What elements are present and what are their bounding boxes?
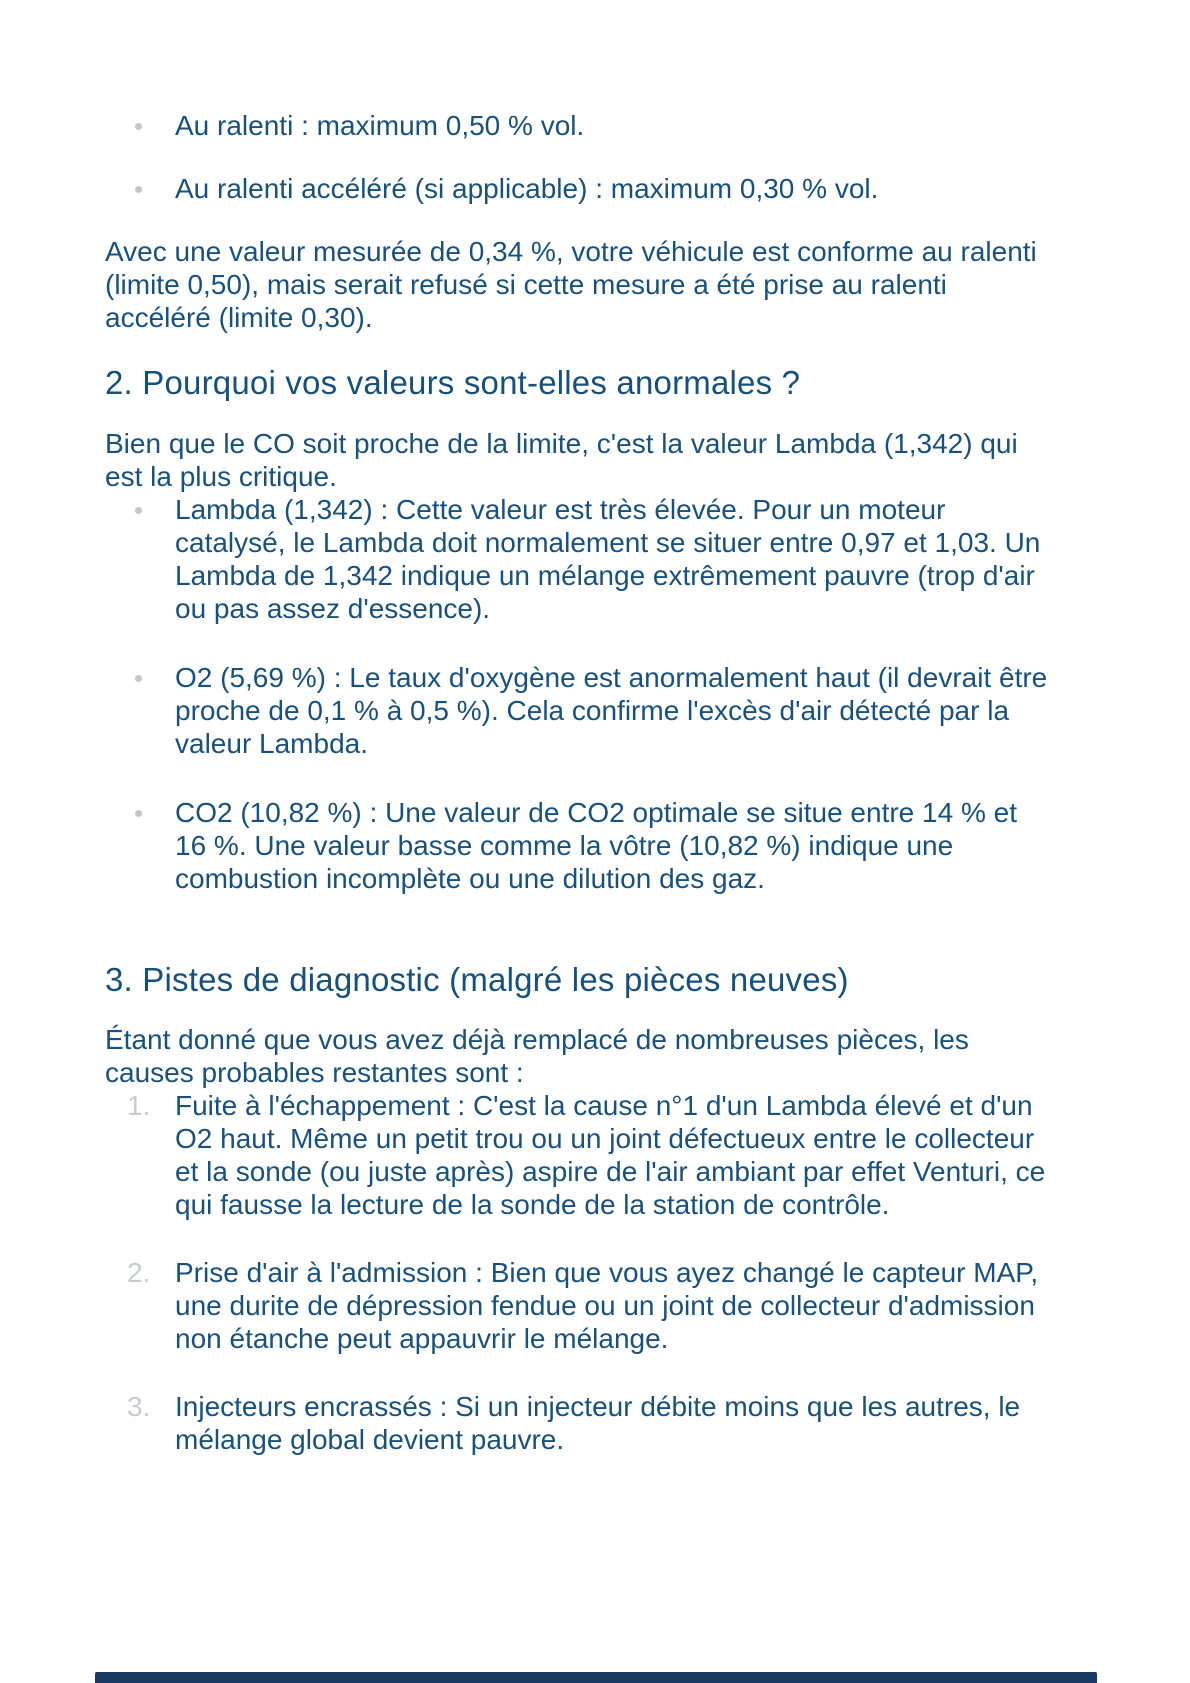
bullet-icon: [135, 810, 142, 817]
bullet-text: O2 (5,69 %) : Le taux d'oxygène est anormalement haut (il devrait être proche de 0,1 % à 0,5 %). Cela confirme l'excès d'air détecté par la valeur Lambda.: [175, 662, 1048, 759]
list-item: [105, 661, 1085, 760]
bottom-cutoff-bar: [95, 1672, 1097, 1683]
section-2-heading: 2. Pourquoi vos valeurs sont-elles anormales ?: [105, 364, 801, 401]
abnormal-values-bullet-list: [105, 493, 1085, 895]
intro-paragraph: Avec une valeur mesurée de 0,34 %, votre véhicule est conforme au ralenti (limite 0,50), mais serait refusé si cette mesure a été prise au ralenti accéléré (limite 0,30).: [105, 236, 1037, 333]
list-item: [105, 172, 1085, 205]
list-item: [105, 1390, 1085, 1456]
bullet-text: Au ralenti accéléré (si applicable) : maximum 0,30 % vol.: [175, 173, 879, 204]
bullet-icon: [135, 507, 142, 514]
list-item: [105, 796, 1085, 895]
list-item-text: Injecteurs encrassés : Si un injecteur débite moins que les autres, le mélange global devient pauvre.: [175, 1391, 1021, 1455]
list-number: 1.: [127, 1090, 151, 1121]
list-number: 3.: [127, 1391, 151, 1422]
section-3-heading: 3. Pistes de diagnostic (malgré les pièces neuves): [105, 961, 849, 998]
section-2-lead: Bien que le CO soit proche de la limite, c'est la valeur Lambda (1,342) qui est la plus critique.: [105, 428, 1018, 492]
co-limits-bullet-list: [105, 109, 1085, 205]
bullet-text: CO2 (10,82 %) : Une valeur de CO2 optimale se situe entre 14 % et 16 %. Une valeur basse comme la vôtre (10,82 %) indique une combustion incomplète ou une dilution des gaz.: [175, 797, 1017, 894]
bullet-text: Au ralenti : maximum 0,50 % vol.: [175, 110, 585, 141]
list-item: [105, 493, 1085, 625]
bullet-icon: [135, 186, 142, 193]
bullet-icon: [135, 675, 142, 682]
bullet-icon: [135, 123, 142, 130]
bullet-text: Lambda (1,342) : Cette valeur est très élevée. Pour un moteur catalysé, le Lambda doit normalement se situer entre 0,97 et 1,03. Un Lambda de 1,342 indique un mélange extrêmement pauvre (trop d'air ou pas assez d'essence).: [175, 494, 1041, 624]
list-number: 2.: [127, 1257, 151, 1288]
list-item: [105, 109, 1085, 142]
diagnostic-numbered-list: [105, 1089, 1085, 1456]
list-item: [105, 1256, 1085, 1355]
list-item-text: Fuite à l'échappement : C'est la cause n°1 d'un Lambda élevé et d'un O2 haut. Même un petit trou ou un joint défectueux entre le collecteur et la sonde (ou juste après) aspire de l'air ambiant par effet Venturi, ce qui fausse la lecture de la sonde de la station de contrôle.: [175, 1090, 1046, 1220]
section-3-lead: Étant donné que vous avez déjà remplacé de nombreuses pièces, les causes probables restantes sont :: [105, 1024, 969, 1088]
list-item-text: Prise d'air à l'admission : Bien que vous ayez changé le capteur MAP, une durite de dépression fendue ou un joint de collecteur d'admission non étanche peut appauvrir le mélange.: [175, 1257, 1039, 1354]
list-item: [105, 1089, 1085, 1221]
